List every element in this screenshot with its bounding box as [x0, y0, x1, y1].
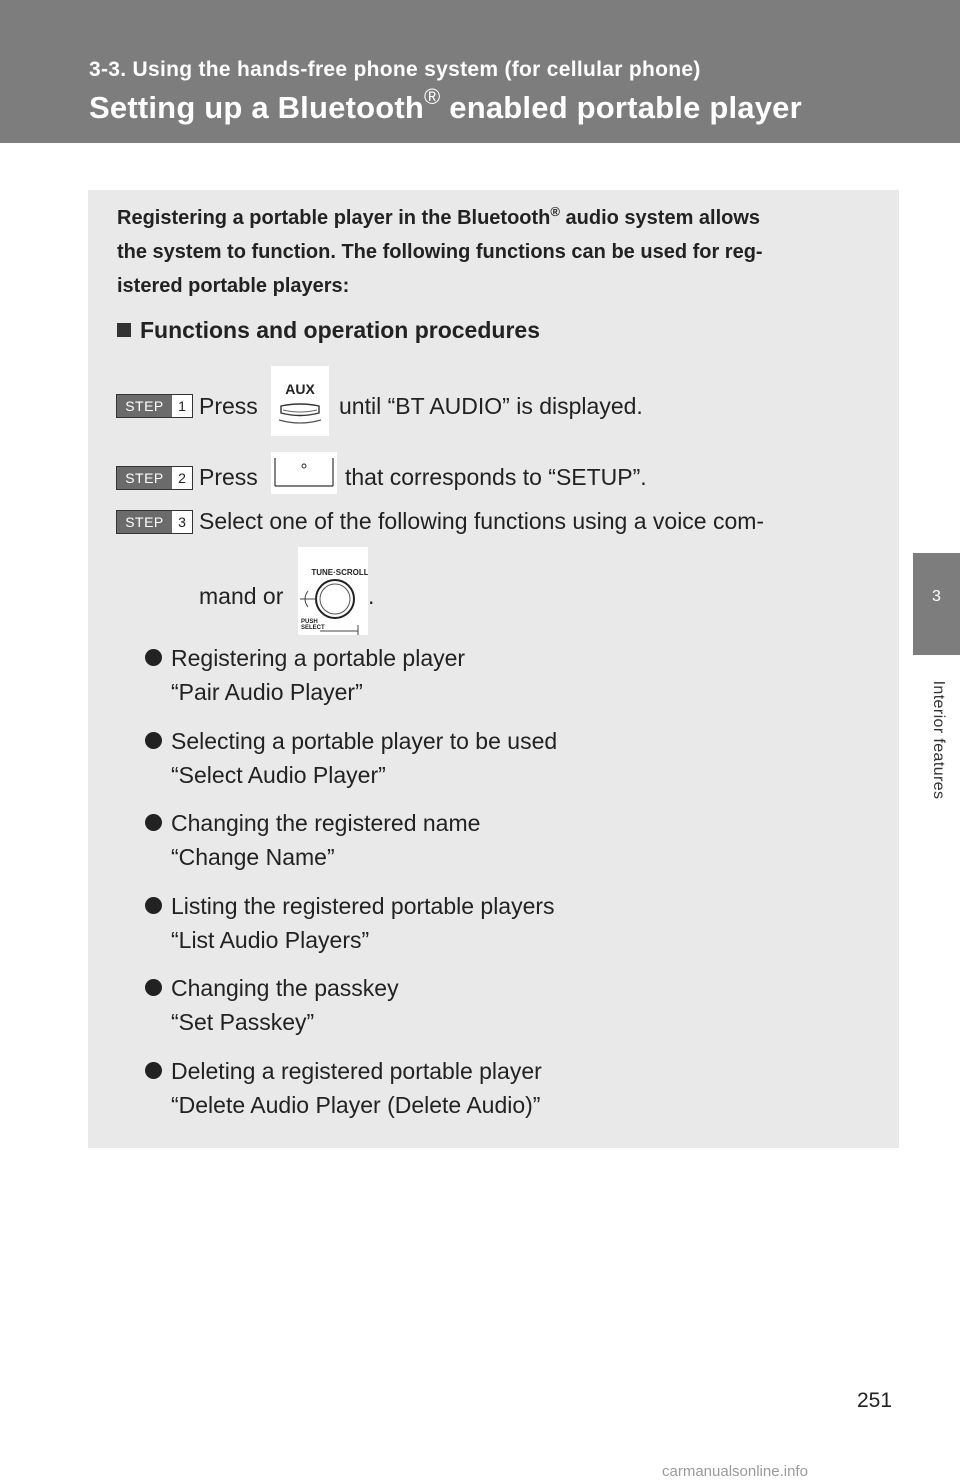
step-3-line-1: Select one of the following functions using a voice com-	[199, 508, 765, 534]
function-item	[145, 893, 555, 920]
intro-line-3: istered portable players:	[117, 275, 350, 297]
function-item	[145, 975, 399, 1002]
voice-command: “List Audio Players”	[171, 927, 370, 953]
bullet-icon	[145, 649, 162, 666]
step-word: STEP	[117, 511, 172, 533]
step-3-line-2: mand or	[199, 583, 284, 609]
function-label: Changing the passkey	[171, 975, 399, 1001]
page-header	[0, 0, 960, 143]
aux-label: AUX	[285, 381, 315, 397]
function-item	[145, 810, 480, 837]
bullet-icon	[145, 732, 162, 749]
page-title-text: Setting up a Bluetooth	[89, 90, 425, 125]
registered-mark: ®	[424, 84, 441, 109]
section-title: 3-3. Using the hands-free phone system (for cellular phone)	[89, 58, 701, 81]
chapter-number: 3	[932, 588, 941, 605]
preset-button-icon	[271, 452, 337, 494]
chapter-label: Interior features	[930, 680, 947, 800]
step-word: STEP	[117, 467, 172, 489]
aux-button-icon	[271, 366, 329, 436]
step-3-end: .	[368, 583, 375, 609]
page-title-text-end: enabled portable player	[440, 90, 802, 125]
voice-command: “Change Name”	[171, 844, 335, 870]
step-badge-1	[116, 394, 193, 418]
intro-line-2: the system to function. The following functions can be used for reg-	[117, 241, 763, 263]
step-2-press: Press	[199, 464, 258, 490]
function-label: Changing the registered name	[171, 810, 481, 836]
step-number: 2	[178, 470, 186, 486]
step-badge-3	[116, 510, 193, 534]
step-1-instruction: until “BT AUDIO” is displayed.	[339, 393, 643, 419]
push-label: PUSH	[301, 619, 318, 625]
watermark: carmanualsonline.info	[662, 1463, 808, 1480]
function-item	[145, 728, 557, 755]
function-label: Registering a portable player	[171, 645, 466, 671]
tune-scroll-knob-icon	[298, 547, 368, 635]
step-2-instruction: that corresponds to “SETUP”.	[345, 464, 647, 490]
voice-command: “Set Passkey”	[171, 1009, 315, 1035]
select-label: SELECT	[301, 625, 325, 631]
page-number: 251	[857, 1389, 893, 1412]
subheading-text: Functions and operation procedures	[140, 317, 540, 343]
intro-paragraph	[117, 201, 869, 303]
step-number: 1	[178, 398, 186, 414]
function-item	[145, 1058, 542, 1085]
bullet-icon	[145, 897, 162, 914]
voice-command: “Select Audio Player”	[171, 762, 386, 788]
function-item	[145, 645, 465, 672]
square-bullet-icon	[117, 323, 131, 337]
registered-mark: ®	[550, 204, 560, 219]
step-word: STEP	[117, 395, 172, 417]
intro-line-1	[117, 201, 869, 235]
function-label: Listing the registered portable players	[171, 893, 555, 919]
voice-command: “Pair Audio Player”	[171, 679, 363, 705]
step-badge-2	[116, 466, 193, 490]
intro-line-1-end: audio system allows	[559, 207, 761, 229]
bullet-icon	[145, 814, 162, 831]
function-label: Selecting a portable player to be used	[171, 728, 558, 754]
tune-scroll-label: TUNE·SCROLL	[311, 568, 368, 577]
intro-line-1-text: Registering a portable player in the Bluetooth	[117, 207, 551, 229]
step-1-press: Press	[199, 393, 258, 419]
bullet-icon	[145, 979, 162, 996]
voice-command: “Delete Audio Player (Delete Audio)”	[171, 1092, 541, 1118]
subheading	[117, 317, 540, 344]
page-title	[89, 84, 802, 126]
bullet-icon	[145, 1062, 162, 1079]
function-label: Deleting a registered portable player	[171, 1058, 542, 1084]
step-number: 3	[178, 514, 186, 530]
